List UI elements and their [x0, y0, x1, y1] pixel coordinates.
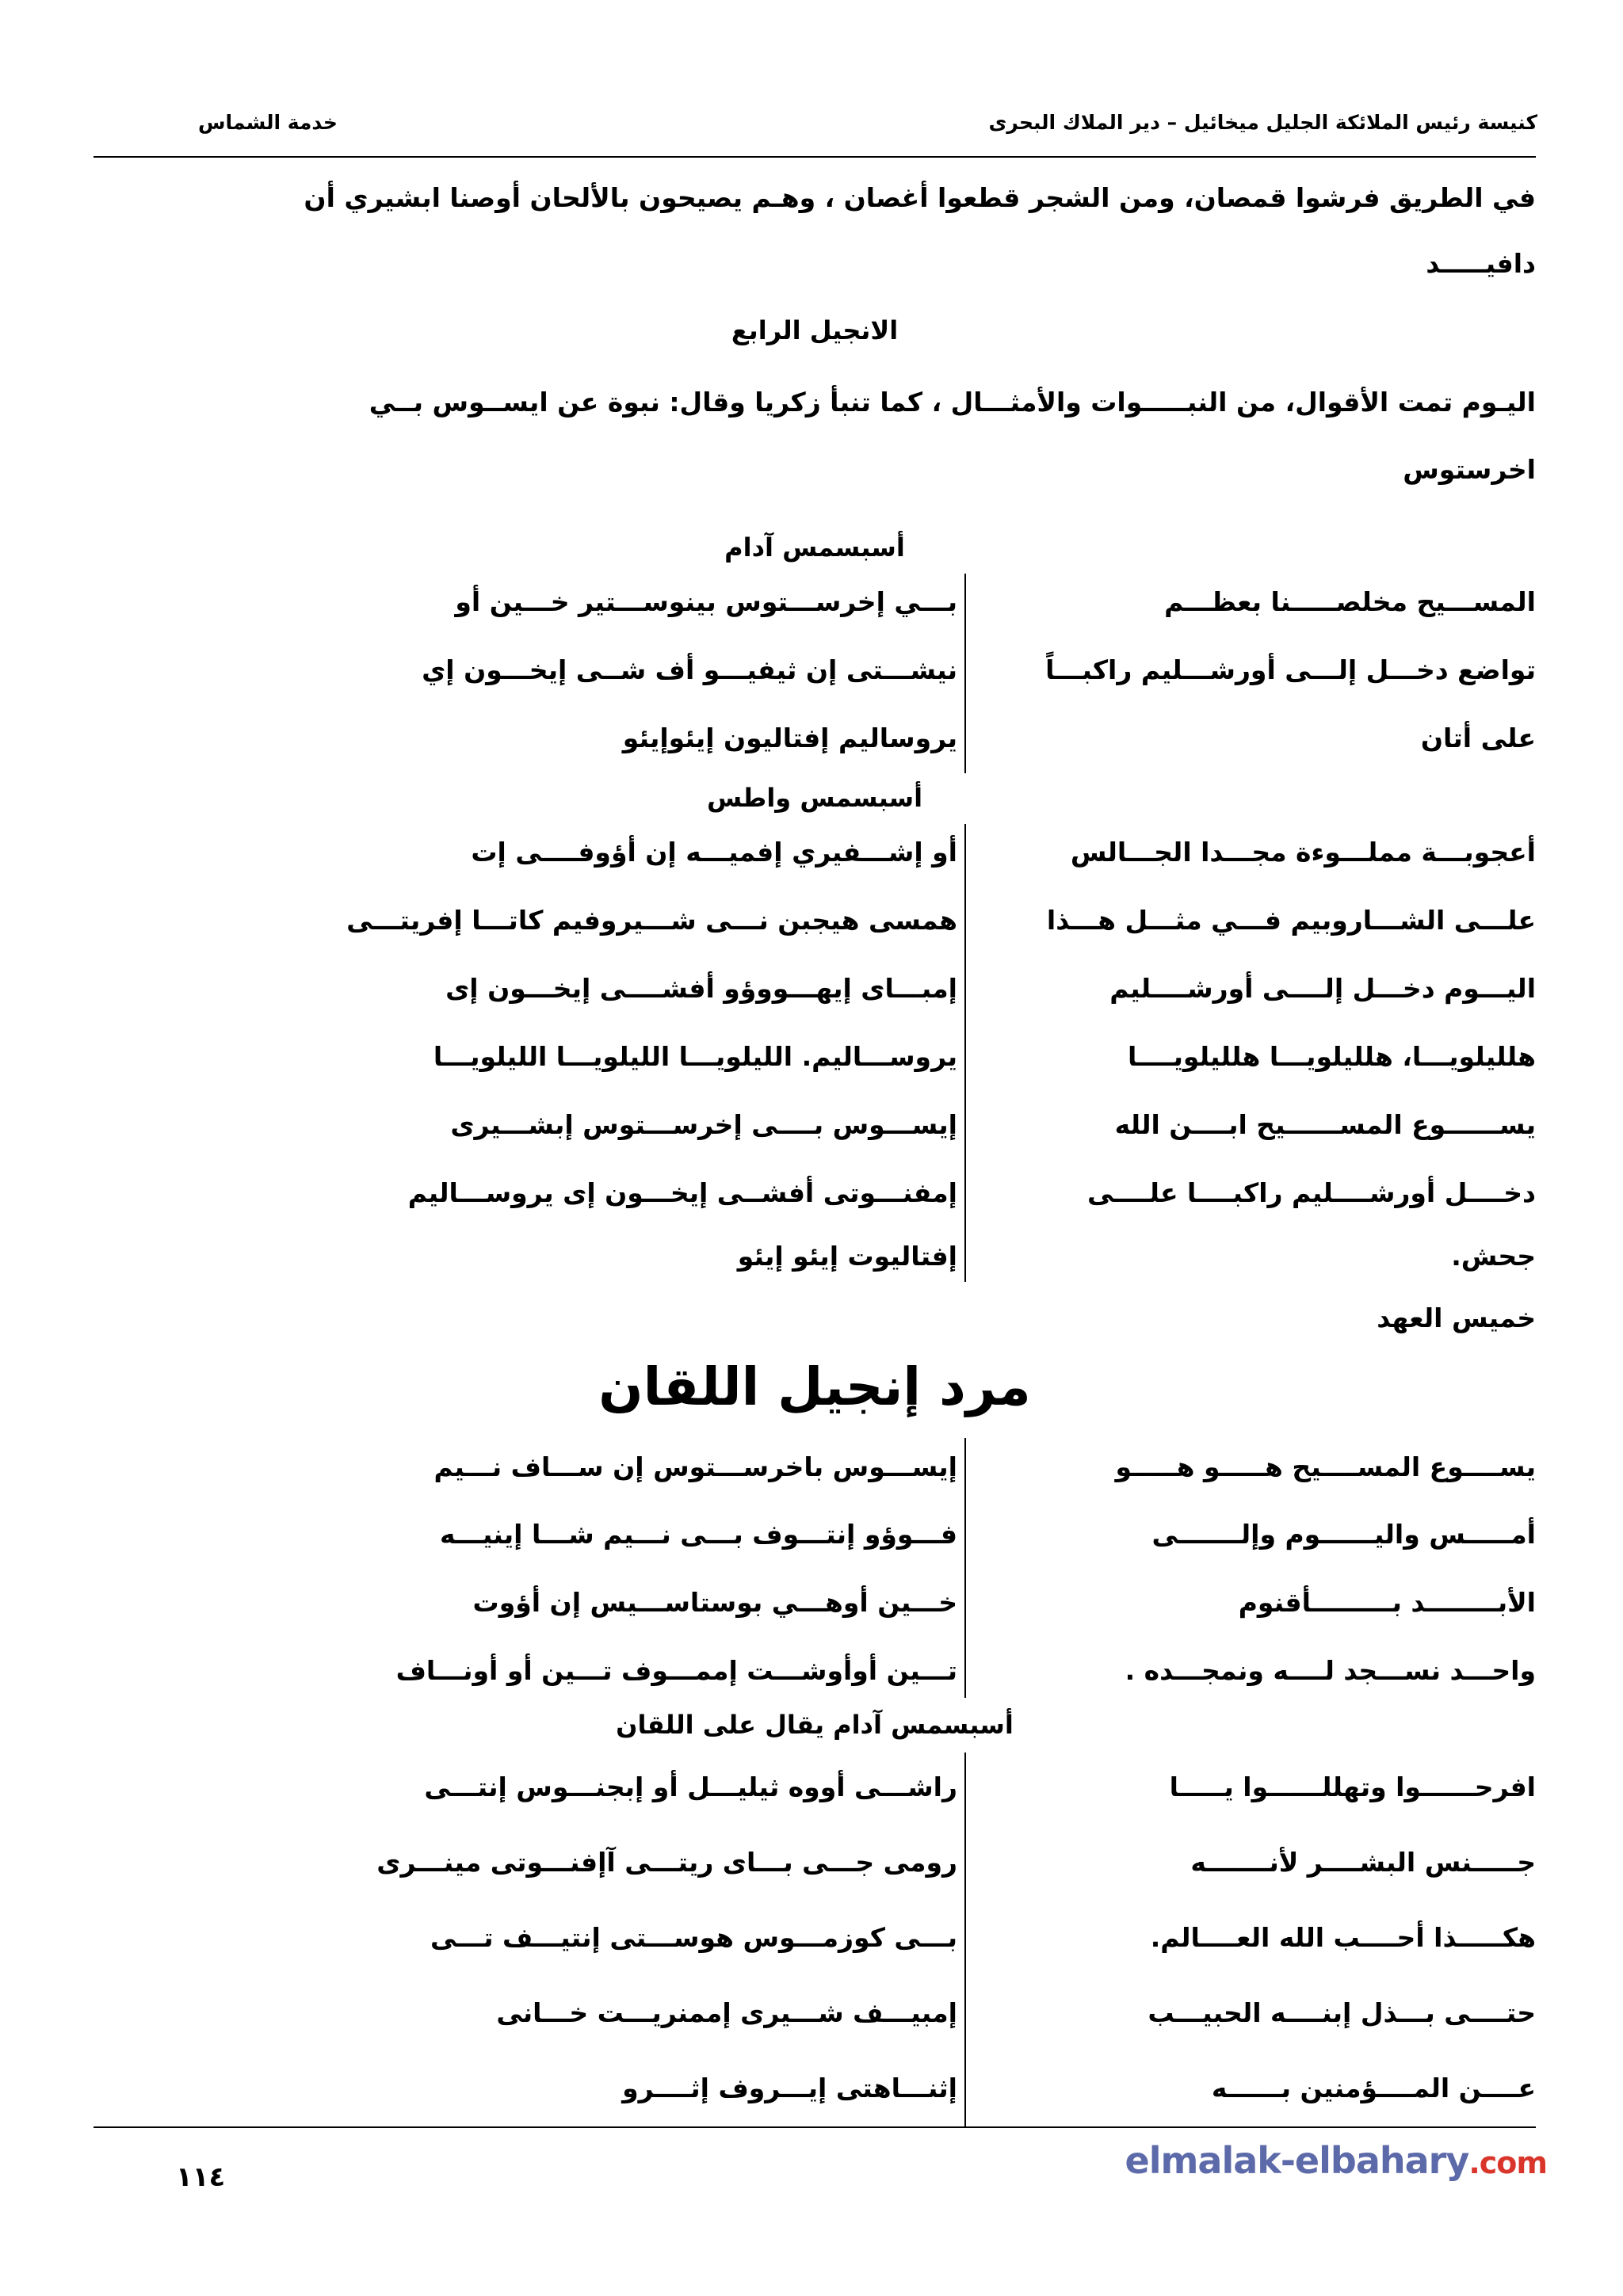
watermark-text: elmalak-elbahary: [1125, 2139, 1469, 2182]
s3-arabic-line-2: أمـــــس واليــــــوم وإلـــــــى: [1151, 1519, 1536, 1550]
s4-coptic-line-2: رومى جـــى بـــاى ريتـــى آإفنـــوتى مينـــرى: [376, 1847, 957, 1878]
s4-coptic-line-5: إثنـــاهتى إيـــروف إثــــرو: [622, 2073, 957, 2103]
s2-coptic-line-5: إيســـوس بــــى إخرســـتوس إبشـــيرى: [450, 1109, 957, 1140]
thursday-heading: خميس العهد: [1377, 1302, 1536, 1333]
s3-arabic-line-3: الأبــــــــد بـــــــــأقنوم: [1238, 1587, 1536, 1618]
s2-arabic-line-2: علـــى الشـــاروبيم فـــي مثـــل هـــذا: [1046, 905, 1536, 936]
s3-arabic-line-1: يســــوع المســــيح هـــــو هـــــو: [1115, 1451, 1536, 1482]
s3-coptic-line-4: تـــين أوأوشـــت إممـــوف تـــين أو أونـــاف: [395, 1655, 957, 1686]
s2-arabic-line-6: دخــــل أورشــــليم راكبــــا علــــى: [1087, 1177, 1536, 1208]
s2-arabic-line-4: هلليلويـــا، هلليلويـــا هلليلويــــا: [1127, 1041, 1536, 1072]
s2-arabic-line-3: اليـــوم دخـــل إلــــى أورشــــليم: [1109, 973, 1536, 1004]
header-section-name: خدمة الشماس: [198, 111, 338, 134]
s1-coptic-line-1: بـــي إخرســـتوس بينوســـتير خـــين أو: [455, 586, 957, 617]
s3-coptic-line-1: إيســـوس باخرســـتوس إن ســـاف نـــيم: [433, 1451, 957, 1482]
column-divider: [964, 1438, 966, 1698]
s3-coptic-line-2: فـــوؤو إنتـــوف بـــى نـــيم شـــا إينيـــه: [439, 1519, 957, 1550]
intro-line-2: دافيـــــد: [1426, 248, 1536, 279]
header-church-name: كنيسة رئيس الملائكة الجليل ميخائيل – دير الملاك البحرى: [988, 111, 1537, 134]
s2-coptic-line-6: إمفنـــوتى أفشــى إيخـــون إى يروســـاليم: [407, 1177, 957, 1208]
s4-arabic-line-1: افرحــــــوا وتهللــــــوا يـــــا: [1169, 1772, 1536, 1802]
s4-arabic-line-5: عــــن المــــؤمنين بــــــه: [1211, 2073, 1536, 2103]
gospel-4-line-1: اليـوم تمت الأقوال، من النبـــــوات والأمثـــال ، كما تنبأ زكريا وقال: نبوة عن ايســوس بــي: [369, 387, 1536, 418]
s2-coptic-line-7: إفتاليوت إيئو إيئو: [737, 1241, 957, 1272]
s4-arabic-line-3: هكـــــذا أحــــب الله العــــالم.: [1150, 1922, 1536, 1953]
s4-arabic-line-4: حتــــى بـــذل إبنــــه الحبيـــب: [1148, 1997, 1536, 2028]
column-divider: [964, 1753, 966, 2126]
s1-coptic-line-3: يروساليم إفتاليون إيئوإيئو: [622, 723, 957, 753]
s2-coptic-line-2: همسى هيجبن نـــى شـــيروفيم كاتـــا إفريتـــى: [346, 905, 957, 936]
s1-arabic-line-2: تواضع دخـــل إلـــى أورشـــليم راكبـــاً: [1045, 654, 1536, 685]
header-rule: [94, 156, 1536, 158]
gospel-4-title: الانجيل الرابع: [731, 315, 899, 345]
s2-coptic-line-3: إمبـــاى إيهـــووؤو أفشــــى إيخـــون إى: [445, 973, 957, 1004]
s4-coptic-line-4: إمبيـــف شـــيرى إممنريـــت خـــانى: [496, 1997, 957, 2028]
big-title: مرد إنجيل اللقان: [598, 1356, 1031, 1417]
s2-arabic-line-7: جحش.: [1451, 1241, 1536, 1272]
column-divider: [964, 824, 966, 1282]
s2-arabic-line-5: يســــــوع المســــــيح ابــــن الله: [1114, 1109, 1536, 1140]
watermark-logo: [1125, 2139, 1548, 2182]
s1-arabic-line-1: المســـيح مخلصـــــنا بعظـــم: [1164, 586, 1536, 617]
page-number: ١١٤: [176, 2161, 226, 2193]
footer-rule: [94, 2126, 1536, 2128]
s1-coptic-line-2: نيشـــتى إن ثيفيـــو أف شــى إيخـــون إي: [422, 654, 957, 685]
section-1-title: أسبسمس آدام: [724, 532, 905, 563]
intro-line-1: في الطريق فرشوا قمصان، ومن الشجر قطعوا أغصان ، وهـم يصيحون بالألحان أوصنا ابشيري أن: [304, 182, 1536, 213]
s4-arabic-line-2: جـــــنس البشــــر لأنـــــــه: [1190, 1847, 1536, 1878]
gospel-4-line-2: اخرستوس: [1403, 454, 1536, 485]
s2-coptic-line-1: أو إشـــفيري إفميـــه إن أؤوفــــى إت: [471, 837, 957, 868]
s4-coptic-line-3: بـــى كوزمـــوس هوســـتى إنتيـــف تـــى: [430, 1922, 957, 1953]
s2-coptic-line-4: يروســـاليم. الليلويـــا الليلويـــا الليلويـــا: [433, 1041, 957, 1072]
watermark-tld: .com: [1468, 2145, 1547, 2180]
s3-arabic-line-4: واحـــد نســـجد لــــه ونمجـــده .: [1125, 1655, 1536, 1686]
s4-coptic-line-1: راشـــى أووه ثيليـــل أو إبجنـــوس إنتـــى: [424, 1772, 957, 1802]
section-2-title: أسبسمس واطس: [706, 783, 923, 813]
section-4-title: أسبسمس آدام يقال على اللقان: [616, 1710, 1014, 1740]
s3-coptic-line-3: خـــين أوهـــي بوستاســـيس إن أؤوت: [472, 1587, 957, 1618]
s1-arabic-line-3: على أتان: [1420, 723, 1536, 753]
column-divider: [964, 574, 966, 773]
s2-arabic-line-1: أعجوبـــة مملـــوءة مجـــدا الجـــالس: [1070, 837, 1536, 868]
